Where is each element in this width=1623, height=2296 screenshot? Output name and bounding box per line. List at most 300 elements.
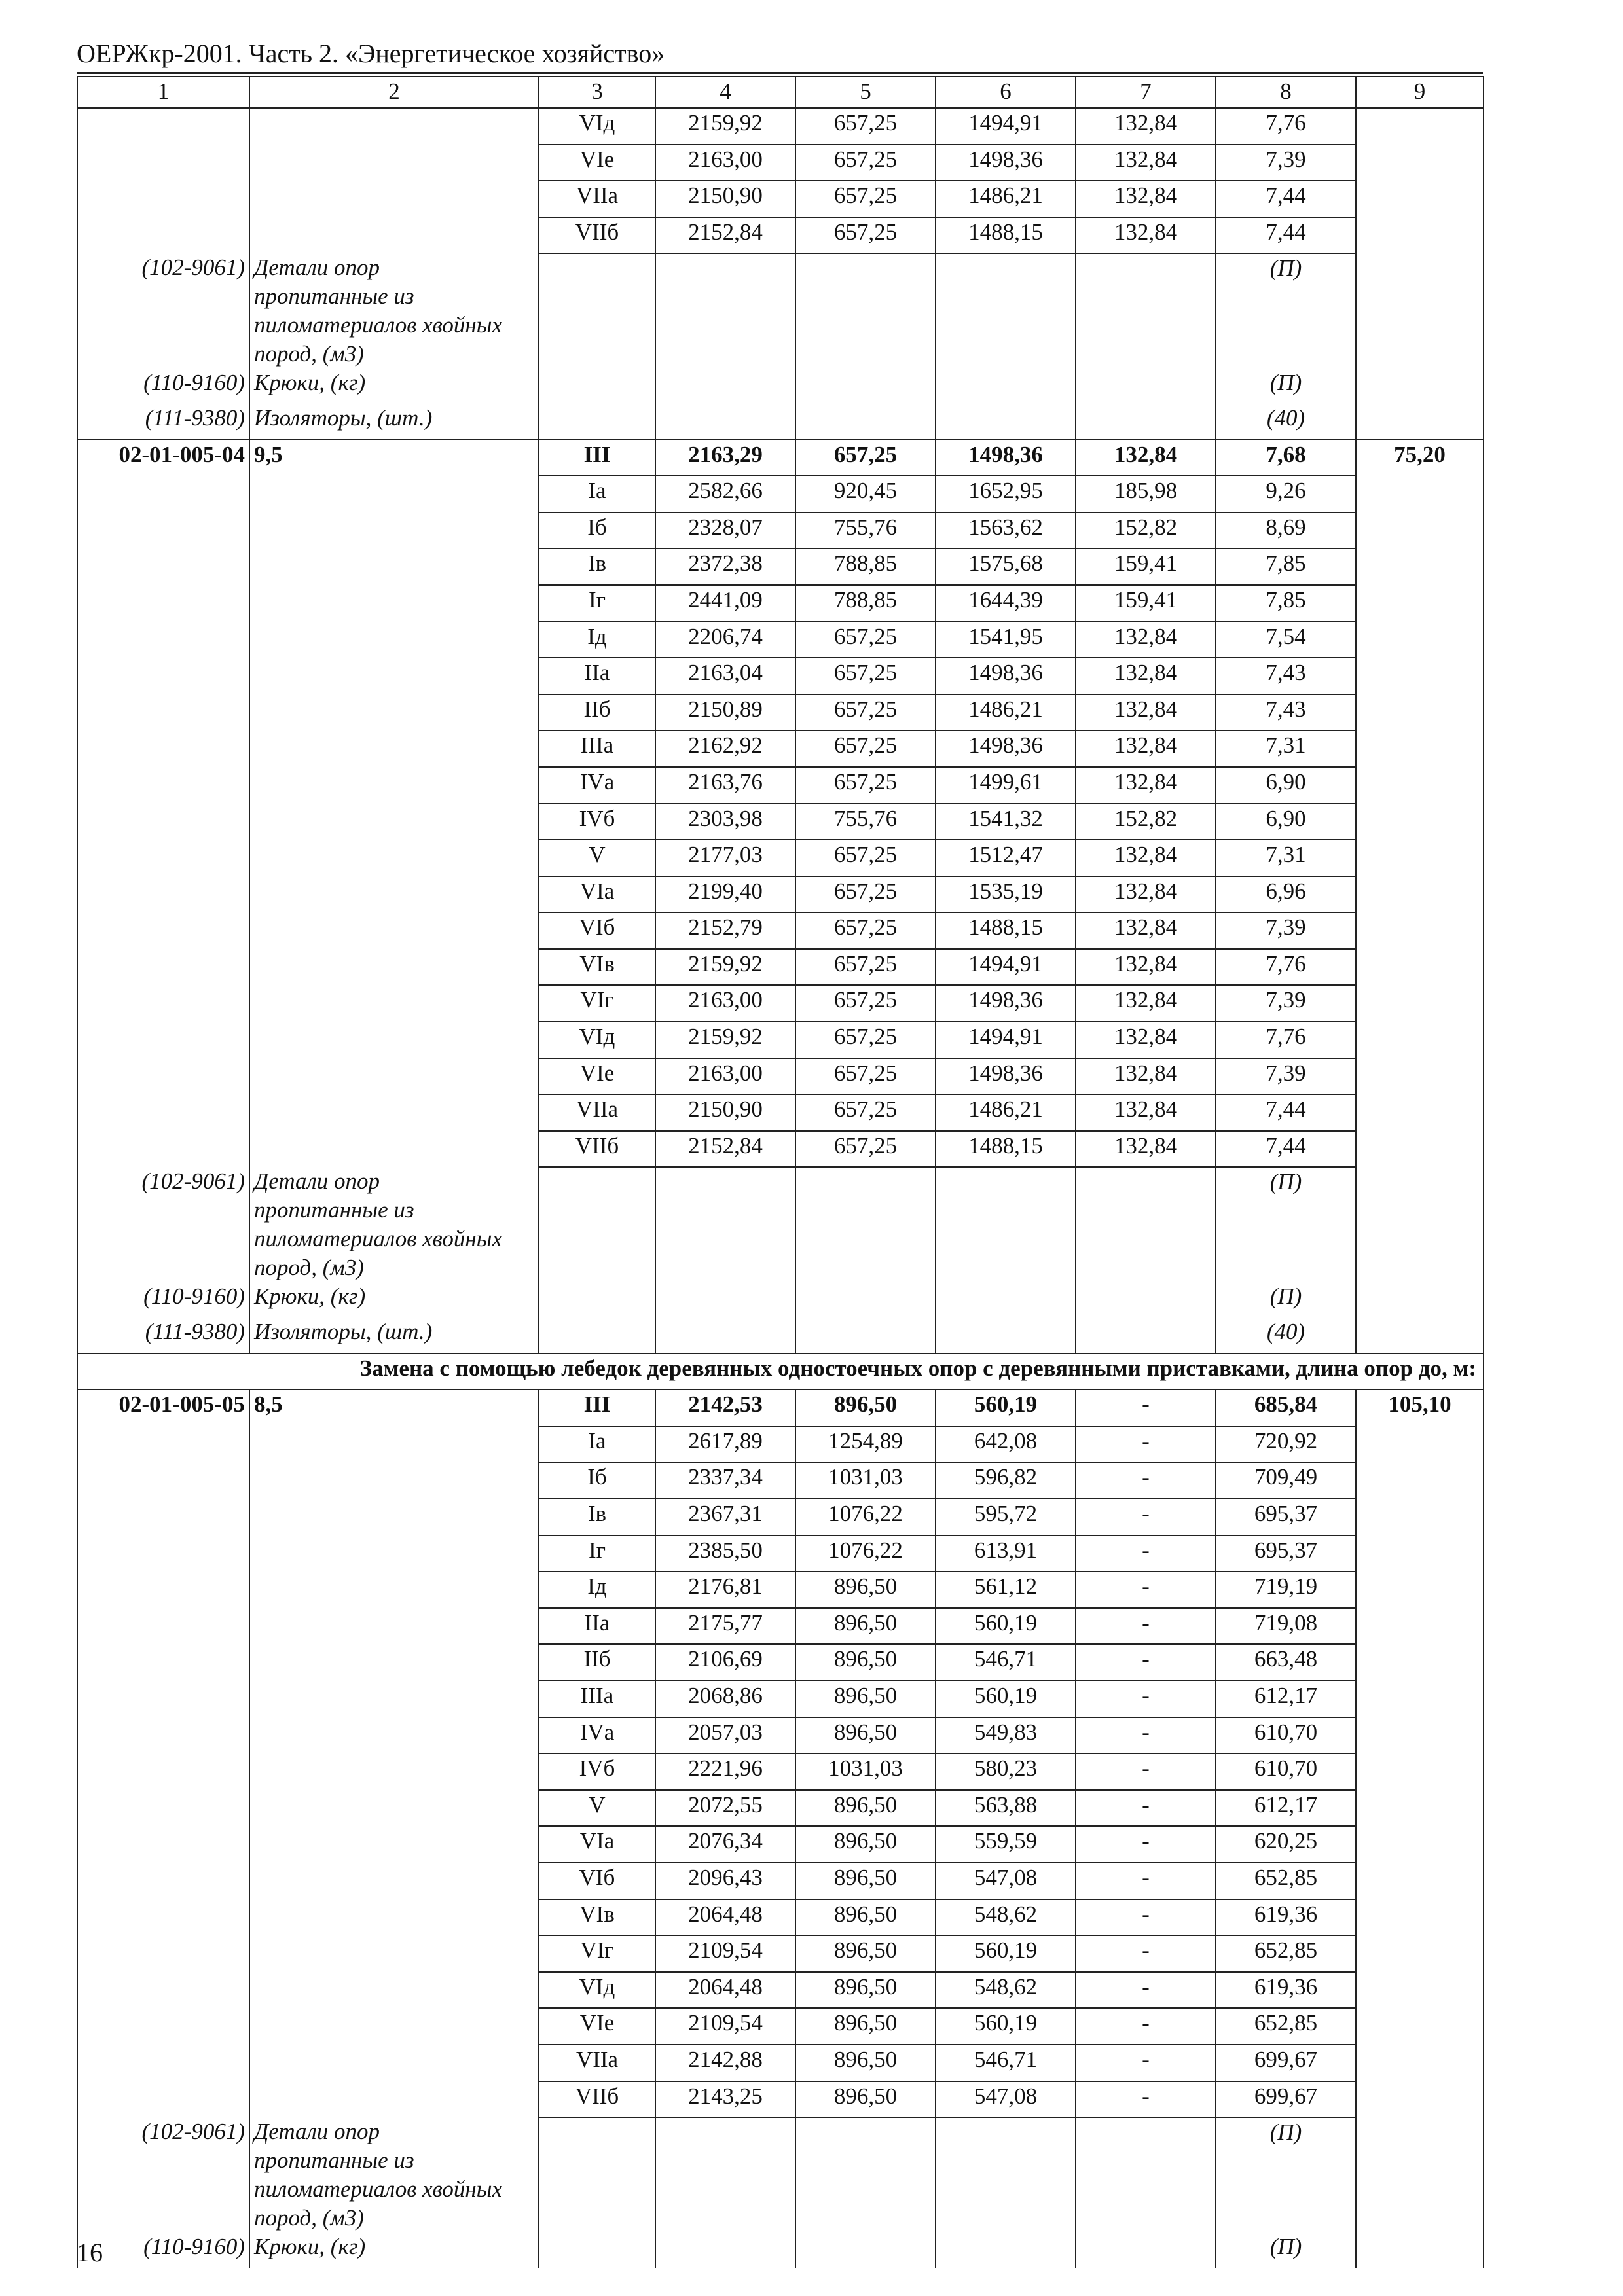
value-cell-c9: [1356, 876, 1484, 913]
table-row: [77, 440, 1484, 476]
code-cell: [77, 767, 249, 804]
name-cell: [249, 1022, 539, 1058]
value-cell-c9: [1356, 1826, 1484, 1863]
value-cell-c5: 920,45: [795, 476, 936, 512]
value-cell-c7: 132,84: [1076, 767, 1216, 804]
table-row: [77, 108, 1484, 145]
value-cell-c7: 159,41: [1076, 548, 1216, 585]
empty-cell: [795, 2117, 936, 2233]
value-cell-c7: -: [1076, 1499, 1216, 1535]
value-cell-c8: 699,67: [1216, 2045, 1356, 2081]
value-cell-c4: 2328,07: [655, 512, 795, 549]
name-cell: [249, 476, 539, 512]
table-row: [77, 181, 1484, 217]
value-cell-c8: 719,19: [1216, 1571, 1356, 1608]
value-cell-c7: -: [1076, 1426, 1216, 1463]
value-cell-c8: 6,96: [1216, 876, 1356, 913]
code-cell: [77, 1499, 249, 1535]
code-cell: [77, 622, 249, 658]
value-cell-c5: 657,25: [795, 1131, 936, 1168]
value-cell-c9: [1356, 1644, 1484, 1681]
value-cell-c8: 612,17: [1216, 1681, 1356, 1717]
value-cell-c7: -: [1076, 1790, 1216, 1827]
empty-cell: [1076, 2117, 1216, 2233]
value-cell-c4: 2150,89: [655, 694, 795, 731]
empty-cell: [77, 1354, 249, 1390]
value-cell-c4: 2303,98: [655, 804, 795, 840]
value-cell-c9: [1356, 476, 1484, 512]
value-cell-c9: [1356, 658, 1484, 694]
value-cell-c8: 7,39: [1216, 1058, 1356, 1095]
code-cell: [77, 512, 249, 549]
empty-cell: [936, 1282, 1076, 1318]
name-cell: [249, 1094, 539, 1131]
value-cell-c6: 1488,15: [936, 1131, 1076, 1168]
value-cell-c9: [1356, 512, 1484, 549]
value-cell-c9: [1356, 1753, 1484, 1790]
value-cell-c5: 657,25: [795, 181, 936, 217]
value-cell-c3: VIд: [539, 108, 655, 145]
empty-cell: [936, 404, 1076, 440]
value-cell-c9: [1356, 1058, 1484, 1095]
table-row: [77, 1826, 1484, 1863]
value-cell-c8: 7,39: [1216, 912, 1356, 949]
value-cell-c7: -: [1076, 1717, 1216, 1754]
resource-code: (102-9061): [77, 2117, 249, 2233]
value-cell-c7: -: [1076, 1390, 1216, 1426]
empty-cell: [1356, 2117, 1484, 2233]
value-cell-c8: 7,44: [1216, 181, 1356, 217]
code-cell: [77, 1935, 249, 1972]
value-cell-c4: 2441,09: [655, 585, 795, 622]
value-cell-c5: 896,50: [795, 1972, 936, 2009]
value-cell-c9: [1356, 1462, 1484, 1499]
value-cell-c8: 7,44: [1216, 217, 1356, 254]
table-row: [77, 1972, 1484, 2009]
empty-cell: [1356, 1282, 1484, 1318]
value-cell-c6: 548,62: [936, 1972, 1076, 2009]
value-cell-c6: 546,71: [936, 2045, 1076, 2081]
value-cell-c7: 132,84: [1076, 912, 1216, 949]
code-cell: [77, 1462, 249, 1499]
value-cell-c6: 1486,21: [936, 1094, 1076, 1131]
value-cell-c6: 1563,62: [936, 512, 1076, 549]
column-number: 8: [1216, 77, 1356, 108]
name-cell: [249, 1972, 539, 2009]
column-number: 1: [77, 77, 249, 108]
value-cell-c7: -: [1076, 1753, 1216, 1790]
value-cell-c9: [1356, 1094, 1484, 1131]
value-cell-c4: 2152,79: [655, 912, 795, 949]
empty-cell: [795, 2233, 936, 2268]
value-cell-c3: VIа: [539, 876, 655, 913]
value-cell-c6: 1494,91: [936, 108, 1076, 145]
value-cell-c5: 896,50: [795, 2081, 936, 2118]
name-cell: [249, 1935, 539, 1972]
code-cell: [77, 730, 249, 767]
value-cell-c4: 2057,03: [655, 1717, 795, 1754]
name-cell: [249, 1058, 539, 1095]
table-row: [77, 876, 1484, 913]
name-cell: [249, 767, 539, 804]
value-cell-c6: 1499,61: [936, 767, 1076, 804]
code-cell: [77, 949, 249, 986]
code-cell: [77, 1608, 249, 1645]
document-header: ОЕРЖкр-2001. Часть 2. «Энергетическое хозяйство»: [77, 39, 665, 68]
value-cell-c9: [1356, 1131, 1484, 1168]
name-cell: [249, 622, 539, 658]
value-cell-c6: 1541,95: [936, 622, 1076, 658]
value-cell-c3: VIб: [539, 1863, 655, 1899]
name-cell: [249, 694, 539, 731]
value-cell-c5: 657,25: [795, 694, 936, 731]
table-row: [77, 694, 1484, 731]
value-cell-c6: 1498,36: [936, 440, 1076, 476]
empty-cell: [1356, 253, 1484, 368]
code-cell: [77, 145, 249, 181]
value-cell-c4: 2142,88: [655, 2045, 795, 2081]
empty-cell: [936, 368, 1076, 404]
resource-value: (40): [1216, 404, 1356, 440]
value-cell-c4: 2159,92: [655, 949, 795, 986]
empty-cell: [1076, 1282, 1216, 1318]
value-cell-c6: 1644,39: [936, 585, 1076, 622]
name-cell: [249, 585, 539, 622]
value-cell-c4: 2150,90: [655, 1094, 795, 1131]
value-cell-c7: -: [1076, 2045, 1216, 2081]
value-cell-c4: 2206,74: [655, 622, 795, 658]
value-cell-c8: 612,17: [1216, 1790, 1356, 1827]
value-cell-c3: Iв: [539, 548, 655, 585]
value-cell-c8: 652,85: [1216, 2008, 1356, 2045]
code-cell: [77, 1058, 249, 1095]
value-cell-c4: 2163,04: [655, 658, 795, 694]
value-cell-c8: 9,26: [1216, 476, 1356, 512]
column-number: 7: [1076, 77, 1216, 108]
name-cell: [249, 1899, 539, 1936]
name-cell: [249, 512, 539, 549]
table-row: [77, 1462, 1484, 1499]
value-cell-c4: 2337,34: [655, 1462, 795, 1499]
value-cell-c9: [1356, 2045, 1484, 2081]
empty-cell: [795, 1282, 936, 1318]
value-cell-c8: 7,39: [1216, 145, 1356, 181]
value-cell-c8: 685,84: [1216, 1390, 1356, 1426]
code-cell: [77, 658, 249, 694]
value-cell-c3: VIв: [539, 949, 655, 986]
empty-cell: [1076, 404, 1216, 440]
value-cell-c5: 896,50: [795, 1790, 936, 1827]
value-cell-c9: [1356, 840, 1484, 876]
value-cell-c6: 1498,36: [936, 730, 1076, 767]
value-cell-c7: 132,84: [1076, 181, 1216, 217]
value-cell-c9: [1356, 1681, 1484, 1717]
value-cell-c5: 896,50: [795, 1644, 936, 1681]
value-cell-c9: [1356, 2081, 1484, 2118]
empty-cell: [936, 2233, 1076, 2268]
value-cell-c6: 580,23: [936, 1753, 1076, 1790]
code-cell: [77, 804, 249, 840]
table-row: [77, 585, 1484, 622]
value-cell-c4: 2109,54: [655, 1935, 795, 1972]
table-row: [77, 804, 1484, 840]
value-cell-c4: 2109,54: [655, 2008, 795, 2045]
value-cell-c3: IIа: [539, 1608, 655, 1645]
code-cell: [77, 694, 249, 731]
value-cell-c9: [1356, 730, 1484, 767]
value-cell-c5: 657,25: [795, 108, 936, 145]
code-cell: [77, 840, 249, 876]
table-row: [77, 1426, 1484, 1463]
value-cell-c8: 7,76: [1216, 1022, 1356, 1058]
value-cell-c6: 561,12: [936, 1571, 1076, 1608]
value-cell-c7: -: [1076, 1972, 1216, 2009]
value-cell-c6: 1494,91: [936, 1022, 1076, 1058]
value-cell-c6: 1498,36: [936, 1058, 1076, 1095]
value-cell-c5: 896,50: [795, 1899, 936, 1936]
resource-code: (110-9160): [77, 368, 249, 404]
resource-row: [77, 253, 1484, 368]
value-cell-c3: Iа: [539, 476, 655, 512]
name-cell: [249, 1681, 539, 1717]
value-cell-c8: 7,85: [1216, 585, 1356, 622]
value-cell-c9: [1356, 145, 1484, 181]
name-cell: [249, 1426, 539, 1463]
value-cell-c4: 2159,92: [655, 108, 795, 145]
name-cell: [249, 1131, 539, 1168]
value-cell-c4: 2175,77: [655, 1608, 795, 1645]
name-cell: [249, 1644, 539, 1681]
value-cell-c4: 2068,86: [655, 1681, 795, 1717]
value-cell-c4: 2163,00: [655, 985, 795, 1022]
table-row: [77, 1790, 1484, 1827]
value-cell-c6: 1652,95: [936, 476, 1076, 512]
value-cell-c5: 896,50: [795, 1390, 936, 1426]
name-cell: [249, 1608, 539, 1645]
empty-cell: [936, 2117, 1076, 2233]
code-cell: [77, 912, 249, 949]
value-cell-c5: 755,76: [795, 804, 936, 840]
value-cell-c3: VIIб: [539, 217, 655, 254]
value-cell-c5: 1031,03: [795, 1462, 936, 1499]
table-row: [77, 1863, 1484, 1899]
value-cell-c7: -: [1076, 1608, 1216, 1645]
value-cell-c6: 1488,15: [936, 912, 1076, 949]
resource-name: Крюки, (кг): [249, 2233, 539, 2268]
value-cell-c4: 2177,03: [655, 840, 795, 876]
value-cell-c3: VIIб: [539, 2081, 655, 2118]
empty-cell: [795, 368, 936, 404]
value-cell-c6: 560,19: [936, 1390, 1076, 1426]
value-cell-c4: 2385,50: [655, 1535, 795, 1572]
value-cell-c7: -: [1076, 2008, 1216, 2045]
value-cell-c5: 755,76: [795, 512, 936, 549]
table-body: [77, 77, 1484, 2268]
resource-name: Детали опор пропитанные из пиломатериалов хвойных пород, (м3): [249, 2117, 539, 2233]
value-cell-c5: 657,25: [795, 949, 936, 986]
empty-cell: [795, 253, 936, 368]
code-cell: 02-01-005-05: [77, 1390, 249, 1426]
name-cell: [249, 658, 539, 694]
empty-cell: [539, 1318, 655, 1354]
value-cell-c8: 7,39: [1216, 985, 1356, 1022]
value-cell-c6: 547,08: [936, 2081, 1076, 2118]
resource-value: (П): [1216, 1282, 1356, 1318]
value-cell-c6: 559,59: [936, 1826, 1076, 1863]
column-number-row: [77, 77, 1484, 108]
name-cell: [249, 1462, 539, 1499]
value-cell-c4: 2367,31: [655, 1499, 795, 1535]
code-cell: [77, 985, 249, 1022]
code-cell: [77, 1131, 249, 1168]
value-cell-c7: 132,84: [1076, 1131, 1216, 1168]
value-cell-c8: 7,31: [1216, 730, 1356, 767]
empty-cell: [539, 1282, 655, 1318]
value-cell-c4: 2064,48: [655, 1899, 795, 1936]
empty-cell: [936, 1167, 1076, 1282]
value-cell-c3: IVб: [539, 1753, 655, 1790]
value-cell-c6: 1486,21: [936, 694, 1076, 731]
code-cell: [77, 585, 249, 622]
value-cell-c5: 657,25: [795, 145, 936, 181]
value-cell-c8: 610,70: [1216, 1717, 1356, 1754]
table-row: [77, 949, 1484, 986]
table-row: [77, 1022, 1484, 1058]
value-cell-c5: 788,85: [795, 585, 936, 622]
value-cell-c7: -: [1076, 1571, 1216, 1608]
value-cell-c5: 896,50: [795, 1717, 936, 1754]
value-cell-c4: 2372,38: [655, 548, 795, 585]
value-cell-c3: IIIа: [539, 730, 655, 767]
value-cell-c6: 642,08: [936, 1426, 1076, 1463]
value-cell-c5: 657,25: [795, 876, 936, 913]
empty-cell: [795, 1167, 936, 1282]
value-cell-c4: 2072,55: [655, 1790, 795, 1827]
value-cell-c4: 2142,53: [655, 1390, 795, 1426]
code-cell: [77, 1826, 249, 1863]
value-cell-c7: 132,84: [1076, 1094, 1216, 1131]
page-number: 16: [77, 2238, 103, 2267]
value-cell-c3: VIе: [539, 1058, 655, 1095]
value-cell-c8: 7,44: [1216, 1131, 1356, 1168]
value-cell-c7: 159,41: [1076, 585, 1216, 622]
empty-cell: [539, 2233, 655, 2268]
value-cell-c5: 1254,89: [795, 1426, 936, 1463]
value-cell-c4: 2152,84: [655, 217, 795, 254]
value-cell-c8: 7,43: [1216, 658, 1356, 694]
value-cell-c8: 695,37: [1216, 1535, 1356, 1572]
value-cell-c4: 2096,43: [655, 1863, 795, 1899]
value-cell-c3: IVа: [539, 1717, 655, 1754]
table-row: [77, 912, 1484, 949]
value-cell-c9: [1356, 217, 1484, 254]
code-cell: [77, 1863, 249, 1899]
value-cell-c6: 1494,91: [936, 949, 1076, 986]
value-cell-c3: Iд: [539, 1571, 655, 1608]
table-row: [77, 1717, 1484, 1754]
value-cell-c3: VIг: [539, 1935, 655, 1972]
resource-code: (102-9061): [77, 1167, 249, 1282]
table-row: [77, 1608, 1484, 1645]
value-cell-c7: -: [1076, 1826, 1216, 1863]
value-cell-c3: VIг: [539, 985, 655, 1022]
value-cell-c7: -: [1076, 2081, 1216, 2118]
code-cell: [77, 217, 249, 254]
code-cell: [77, 108, 249, 145]
table-row: [77, 1753, 1484, 1790]
value-cell-c3: V: [539, 840, 655, 876]
empty-cell: [655, 1318, 795, 1354]
empty-cell: [655, 404, 795, 440]
empty-cell: [1076, 368, 1216, 404]
column-number: 9: [1356, 77, 1484, 108]
column-number: 4: [655, 77, 795, 108]
table-row: [77, 1499, 1484, 1535]
table-row: [77, 2081, 1484, 2118]
name-cell: [249, 985, 539, 1022]
value-cell-c8: 695,37: [1216, 1499, 1356, 1535]
resource-code: (111-9380): [77, 1318, 249, 1354]
code-cell: [77, 1753, 249, 1790]
value-cell-c3: V: [539, 1790, 655, 1827]
value-cell-c7: -: [1076, 1863, 1216, 1899]
code-cell: [77, 876, 249, 913]
value-cell-c5: 896,50: [795, 1608, 936, 1645]
value-cell-c6: 1488,15: [936, 217, 1076, 254]
value-cell-c7: 132,84: [1076, 1058, 1216, 1095]
value-cell-c5: 896,50: [795, 2008, 936, 2045]
value-cell-c5: 657,25: [795, 840, 936, 876]
value-cell-c3: VIIа: [539, 1094, 655, 1131]
value-cell-c6: 1535,19: [936, 876, 1076, 913]
code-cell: [77, 1972, 249, 2009]
code-cell: [77, 1022, 249, 1058]
value-cell-c3: VIа: [539, 1826, 655, 1863]
value-cell-c3: IVа: [539, 767, 655, 804]
name-cell: [249, 1790, 539, 1827]
value-cell-c7: 132,84: [1076, 1022, 1216, 1058]
name-cell: [249, 730, 539, 767]
name-cell: [249, 1717, 539, 1754]
table-row: [77, 548, 1484, 585]
table-row: [77, 1131, 1484, 1168]
code-cell: [77, 476, 249, 512]
value-cell-c4: 2176,81: [655, 1571, 795, 1608]
value-cell-c7: 132,84: [1076, 949, 1216, 986]
value-cell-c5: 657,25: [795, 730, 936, 767]
value-cell-c7: 132,84: [1076, 694, 1216, 731]
code-cell: [77, 548, 249, 585]
value-cell-c7: 132,84: [1076, 217, 1216, 254]
value-cell-c9: [1356, 1899, 1484, 1936]
value-cell-c9: [1356, 108, 1484, 145]
value-cell-c4: 2162,92: [655, 730, 795, 767]
resource-value: (40): [1216, 1318, 1356, 1354]
value-cell-c5: 657,25: [795, 1022, 936, 1058]
empty-cell: [1356, 368, 1484, 404]
resource-name: Детали опор пропитанные из пиломатериалов хвойных пород, (м3): [249, 253, 539, 368]
code-cell: [77, 1094, 249, 1131]
empty-cell: [655, 1167, 795, 1282]
value-cell-c9: [1356, 767, 1484, 804]
resource-value: (П): [1216, 2233, 1356, 2268]
value-cell-c6: 596,82: [936, 1462, 1076, 1499]
table-row: [77, 622, 1484, 658]
table-row: [77, 2008, 1484, 2045]
value-cell-c6: 547,08: [936, 1863, 1076, 1899]
value-cell-c7: 132,84: [1076, 145, 1216, 181]
value-cell-c7: -: [1076, 1935, 1216, 1972]
